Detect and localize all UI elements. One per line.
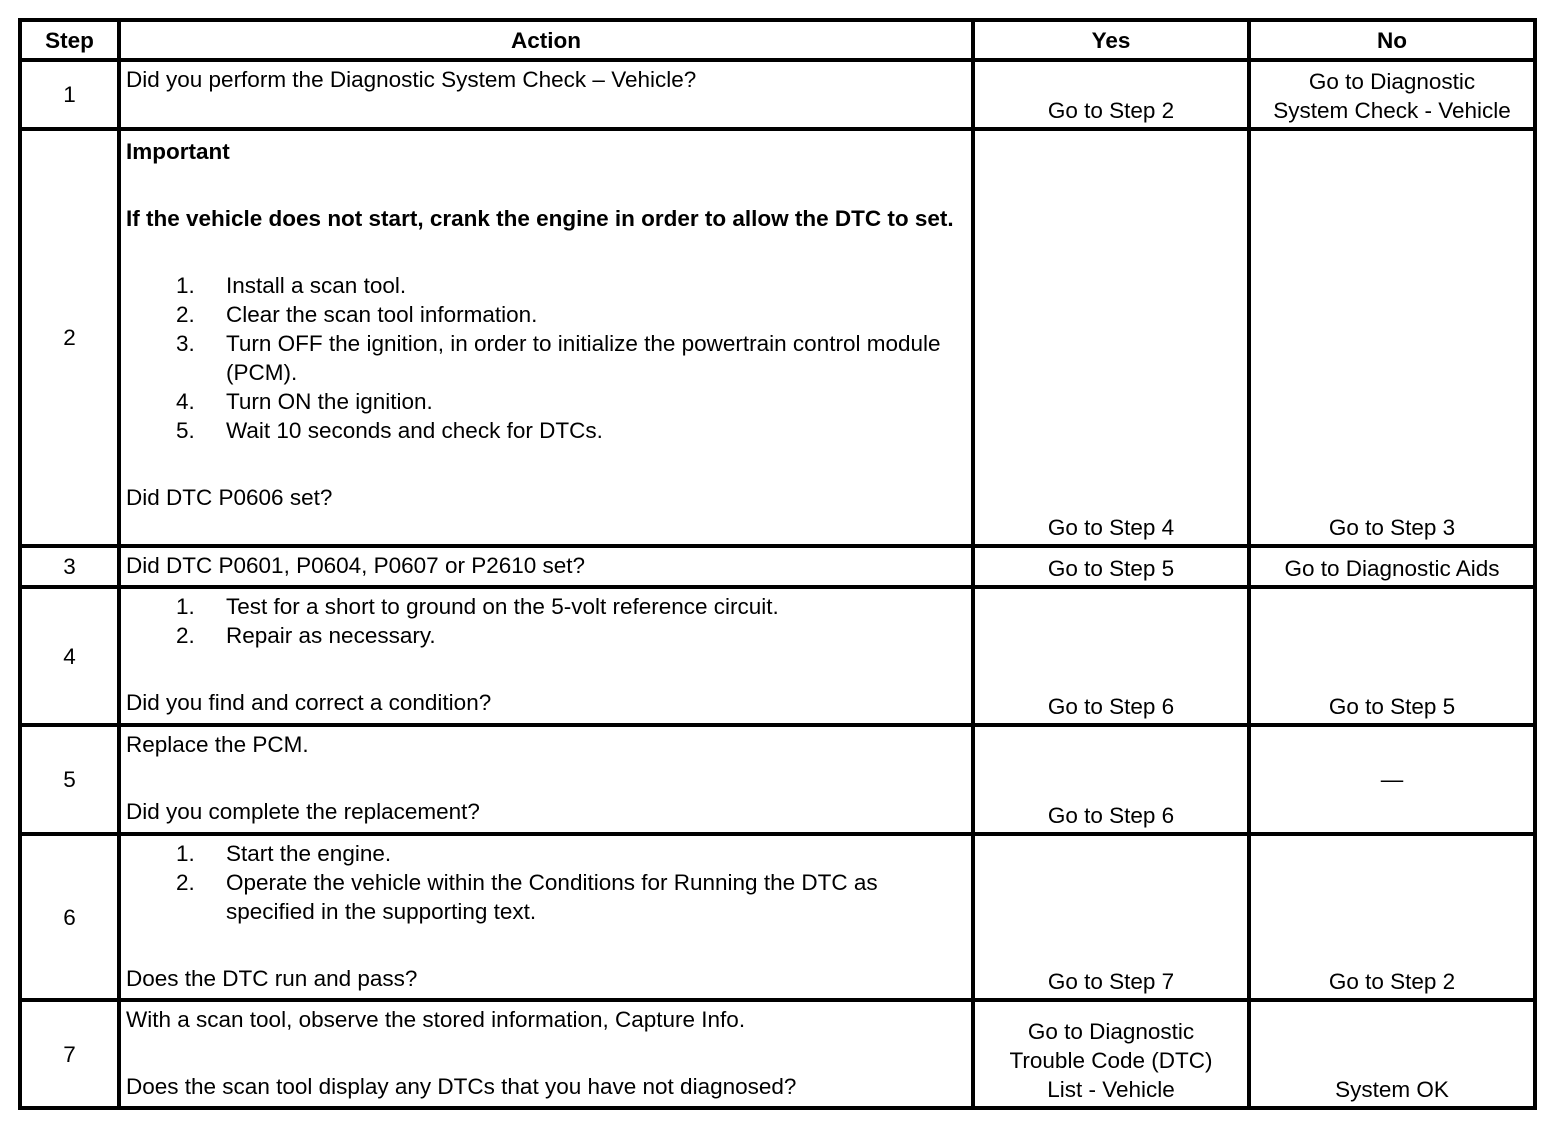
important-label: Important (126, 139, 230, 164)
action-cell (119, 587, 973, 725)
list-item: 1. Install a scan tool. (176, 273, 407, 298)
list-item: 1. Start the engine. (176, 841, 392, 866)
table-row-step-4 (20, 587, 1535, 725)
yes-cell: Go to Step 5 (973, 546, 1249, 587)
table-row-step-2 (20, 129, 1535, 546)
table-row-step-6 (20, 834, 1535, 1000)
action-cell (119, 1000, 973, 1108)
diagnostic-table (18, 18, 1537, 1110)
yes-line-2: Trouble Code (DTC) (1009, 1048, 1213, 1073)
table-row-step-7 (20, 1000, 1535, 1108)
procedure-list (126, 271, 967, 445)
action-question: Did DTC P0606 set? (126, 485, 333, 510)
no-cell: — (1249, 725, 1535, 834)
action-cell (119, 834, 973, 1000)
header-no: No (1249, 20, 1535, 60)
yes-cell: Go to Step 7 (973, 834, 1249, 1000)
step-number: 4 (20, 587, 119, 725)
table-row-step-3 (20, 546, 1535, 587)
action-instruction: With a scan tool, observe the stored information, Capture Info. (126, 1007, 746, 1032)
list-item: 1. Test for a short to ground on the 5-volt reference circuit. (176, 594, 779, 619)
list-item: 4. Turn ON the ignition. (176, 389, 433, 414)
list-item: 2. Repair as necessary. (176, 623, 436, 648)
list-item: 5. Wait 10 seconds and check for DTCs. (176, 418, 603, 443)
no-cell: Go to Step 2 (1249, 834, 1535, 1000)
yes-cell: Go to Step 6 (973, 725, 1249, 834)
important-text: If the vehicle does not start, crank the engine in order to allow the DTC to set. (126, 206, 954, 231)
action-question: Does the scan tool display any DTCs that you have not diagnosed? (126, 1074, 797, 1099)
no-cell: System OK (1249, 1000, 1535, 1108)
yes-line-3: List - Vehicle (1047, 1077, 1175, 1102)
no-cell (1249, 60, 1535, 129)
header-row (20, 20, 1535, 60)
step-number: 1 (20, 60, 119, 129)
action-question: Did you complete the replacement? (126, 799, 480, 824)
yes-cell (973, 1000, 1249, 1108)
table-row-step-1 (20, 60, 1535, 129)
action-question: Did you find and correct a condition? (126, 690, 492, 715)
no-line-2: System Check - Vehicle (1273, 98, 1511, 123)
list-item: 3. Turn OFF the ignition, in order to initialize the powertrain control module (PCM). (176, 331, 941, 385)
no-cell: Go to Step 5 (1249, 587, 1535, 725)
yes-line-1: Go to Diagnostic (1027, 1019, 1195, 1044)
table-row-step-5 (20, 725, 1535, 834)
header-step: Step (20, 20, 119, 60)
list-item: 2. Operate the vehicle within the Conditions for Running the DTC as specified in the supporting text. (176, 870, 878, 924)
list-item: 2. Clear the scan tool information. (176, 302, 538, 327)
header-yes: Yes (973, 20, 1249, 60)
step-number: 3 (20, 546, 119, 587)
header-action: Action (119, 20, 973, 60)
action-cell (119, 60, 973, 129)
no-line-1: Go to Diagnostic (1308, 69, 1476, 94)
procedure-list (126, 839, 967, 926)
action-instruction: Replace the PCM. (126, 732, 309, 757)
step-number: 6 (20, 834, 119, 1000)
no-cell: Go to Diagnostic Aids (1249, 546, 1535, 587)
step-number: 5 (20, 725, 119, 834)
action-question: Did DTC P0601, P0604, P0607 or P2610 set? (126, 553, 586, 578)
yes-cell: Go to Step 2 (973, 60, 1249, 129)
action-question: Did you perform the Diagnostic System Check – Vehicle? (126, 67, 697, 92)
action-question: Does the DTC run and pass? (126, 966, 418, 991)
no-cell: Go to Step 3 (1249, 129, 1535, 546)
procedure-list (126, 592, 967, 650)
action-cell (119, 129, 973, 546)
step-number: 2 (20, 129, 119, 546)
action-cell (119, 546, 973, 587)
yes-cell: Go to Step 6 (973, 587, 1249, 725)
action-cell (119, 725, 973, 834)
step-number: 7 (20, 1000, 119, 1108)
yes-cell: Go to Step 4 (973, 129, 1249, 546)
